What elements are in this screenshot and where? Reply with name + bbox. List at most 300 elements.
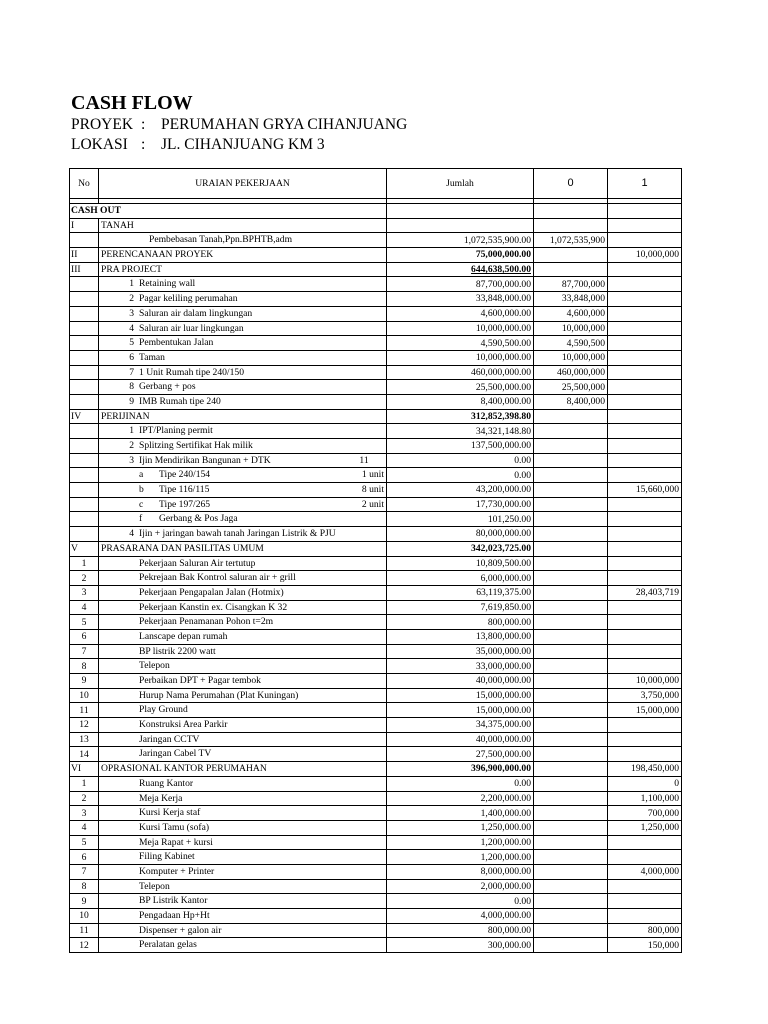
row-sub-letter: a — [139, 469, 144, 481]
row-no: 3 — [70, 585, 99, 600]
header-no: No — [70, 169, 99, 199]
row-period-1: 1,100,000 — [608, 791, 682, 806]
row-sub-letter: f — [139, 513, 143, 525]
row-jumlah: 27,500,000.00 — [387, 747, 534, 762]
row-jumlah: 80,000,000.00 — [387, 527, 534, 542]
meta-sep: : — [141, 136, 146, 153]
row-no — [70, 483, 99, 498]
row-description — [99, 218, 387, 233]
row-description-text: Filing Kabinet — [139, 851, 195, 863]
row-item-number: 7 — [129, 366, 134, 378]
row-quantity: 1 unit — [361, 469, 384, 481]
row-description-text: Gerbang & Pos Jaga — [159, 513, 238, 525]
row-description-text: Tipe 240/154 — [159, 469, 211, 481]
row-item-number: 3 — [129, 454, 134, 466]
row-no — [70, 292, 99, 307]
row-description-text: Kursi Kerja staf — [139, 807, 201, 819]
table-row — [70, 453, 682, 468]
section-row — [70, 409, 682, 424]
row-no — [70, 424, 99, 439]
row-description — [99, 409, 387, 424]
row-no: 6 — [70, 850, 99, 865]
row-period-1 — [608, 909, 682, 924]
row-description — [99, 629, 387, 644]
row-no: 7 — [70, 644, 99, 659]
row-description-text: Pagar keliling perumahan — [139, 293, 238, 305]
row-description — [99, 747, 387, 762]
row-jumlah: 10,000,000.00 — [387, 350, 534, 365]
header-uraian: URAIAN PEKERJAAN — [99, 169, 387, 199]
row-jumlah: 342,023,725.00 — [387, 541, 534, 556]
row-period-1 — [608, 600, 682, 615]
row-no: 1 — [70, 556, 99, 571]
row-jumlah: 33,848,000.00 — [387, 292, 534, 307]
row-period-0: 25,500,000 — [534, 380, 608, 395]
row-description — [99, 350, 387, 365]
row-period-0: 8,400,000 — [534, 394, 608, 409]
row-jumlah: 312,852,398.80 — [387, 409, 534, 424]
table-row — [70, 497, 682, 512]
row-jumlah: 13,800,000.00 — [387, 629, 534, 644]
table-row — [70, 864, 682, 879]
row-description-text: IMB Rumah tipe 240 — [139, 395, 221, 407]
table-row — [70, 321, 682, 336]
meta-value: JL. CIHANJUANG KM 3 — [161, 136, 325, 153]
document-title: CASH FLOW — [71, 92, 193, 114]
row-description — [99, 483, 387, 498]
row-description — [99, 806, 387, 821]
row-no — [70, 497, 99, 512]
row-description-text: Pembebasan Tanah,Ppn.BPHTB,adm — [149, 234, 293, 246]
row-description — [99, 674, 387, 689]
row-description — [99, 527, 387, 542]
row-no: 10 — [70, 688, 99, 703]
row-period-0 — [534, 879, 608, 894]
row-item-number: 1 — [129, 425, 134, 437]
row-description — [99, 453, 387, 468]
row-jumlah — [387, 218, 534, 233]
row-no: 2 — [70, 791, 99, 806]
row-jumlah: 0.00 — [387, 468, 534, 483]
table-row — [70, 233, 682, 248]
table-row — [70, 850, 682, 865]
table-row — [70, 483, 682, 498]
row-period-0 — [534, 483, 608, 498]
row-period-0 — [534, 571, 608, 586]
table-row — [70, 791, 682, 806]
row-description — [99, 497, 387, 512]
table-row — [70, 879, 682, 894]
table-row — [70, 292, 682, 307]
row-description-text: Pekrejaan Bak Kontrol saluran air + grill — [139, 572, 296, 584]
row-description-text: Hurup Nama Perumahan (Plat Kuningan) — [139, 689, 299, 701]
row-description — [99, 306, 387, 321]
row-description-text: PRA PROJECT — [101, 263, 163, 275]
row-description-text: PERIJINAN — [101, 410, 150, 422]
row-item-number: 2 — [129, 293, 134, 305]
row-no: 7 — [70, 864, 99, 879]
row-jumlah: 460,000,000.00 — [387, 365, 534, 380]
row-description — [99, 835, 387, 850]
row-no: 5 — [70, 615, 99, 630]
row-period-1 — [608, 541, 682, 556]
row-description-text: Pekerjaan Saluran Air tertutup — [139, 557, 256, 569]
table-row — [70, 424, 682, 439]
row-period-0 — [534, 894, 608, 909]
header-period-0: 0 — [534, 169, 608, 199]
row-period-0 — [534, 409, 608, 424]
row-jumlah: 1,400,000.00 — [387, 806, 534, 821]
row-jumlah: 7,619,850.00 — [387, 600, 534, 615]
row-no: V — [70, 541, 99, 556]
row-description-text: Meja Kerja — [139, 792, 183, 804]
row-period-0 — [534, 453, 608, 468]
row-description-text: Ruang Kantor — [139, 777, 194, 789]
table-row — [70, 600, 682, 615]
row-period-1 — [608, 497, 682, 512]
row-jumlah: 15,000,000.00 — [387, 688, 534, 703]
row-description-text: Play Ground — [139, 704, 188, 716]
row-period-1 — [608, 527, 682, 542]
row-description — [99, 879, 387, 894]
meta-value: PERUMAHAN GRYA CIHANJUANG — [161, 116, 408, 133]
row-period-1 — [608, 365, 682, 380]
row-period-1: 10,000,000 — [608, 248, 682, 263]
row-no — [70, 336, 99, 351]
row-period-1 — [608, 850, 682, 865]
row-description-text: Tipe 116/115 — [159, 484, 210, 496]
row-period-0 — [534, 659, 608, 674]
row-description-text: Pengadaan Hp+Ht — [139, 910, 210, 921]
row-description — [99, 321, 387, 336]
row-period-0 — [534, 512, 608, 527]
row-description — [99, 718, 387, 733]
row-period-0 — [534, 938, 608, 953]
row-description — [99, 571, 387, 586]
row-no: 8 — [70, 879, 99, 894]
row-period-1: 28,403,719 — [608, 585, 682, 600]
row-jumlah: 800,000.00 — [387, 615, 534, 630]
row-period-1 — [608, 732, 682, 747]
row-jumlah: 8,000,000.00 — [387, 864, 534, 879]
row-description-text: Pekerjaan Kanstin ex. Cisangkan K 32 — [139, 601, 288, 613]
row-description — [99, 541, 387, 556]
table-row — [70, 394, 682, 409]
row-jumlah: 137,500,000.00 — [387, 439, 534, 454]
row-description-text: Gerbang + pos — [139, 381, 196, 393]
row-period-0 — [534, 820, 608, 835]
table-row — [70, 659, 682, 674]
row-period-1 — [608, 556, 682, 571]
row-no — [70, 321, 99, 336]
row-jumlah: 8,400,000.00 — [387, 394, 534, 409]
row-no: 13 — [70, 732, 99, 747]
row-description-text: Dispenser + galon air — [139, 924, 222, 936]
row-jumlah: 17,730,000.00 — [387, 497, 534, 512]
row-jumlah: 4,590,500.00 — [387, 336, 534, 351]
row-period-1 — [608, 336, 682, 351]
row-no: 4 — [70, 820, 99, 835]
table-row — [70, 468, 682, 483]
row-description-text: Jaringan Cabel TV — [139, 748, 212, 760]
table-row — [70, 909, 682, 924]
row-no — [70, 394, 99, 409]
row-period-1 — [608, 747, 682, 762]
table-row — [70, 277, 682, 292]
row-period-1 — [608, 718, 682, 733]
row-jumlah: 4,600,000.00 — [387, 306, 534, 321]
row-jumlah: 2,200,000.00 — [387, 791, 534, 806]
row-no: III — [70, 262, 99, 277]
row-period-0: 33,848,000 — [534, 292, 608, 307]
row-description — [99, 262, 387, 277]
meta-label: PROYEK — [71, 116, 134, 133]
row-no: 6 — [70, 629, 99, 644]
table-row — [70, 747, 682, 762]
row-period-1 — [608, 292, 682, 307]
row-period-0 — [534, 776, 608, 791]
row-sub-letter: b — [139, 484, 144, 496]
row-quantity: 2 unit — [361, 498, 384, 510]
table-row — [70, 718, 682, 733]
row-quantity: 11 — [359, 454, 369, 466]
table-row — [70, 615, 682, 630]
row-description-text: IPT/Planing permit — [139, 425, 213, 437]
row-description-text: Peralatan gelas — [139, 939, 197, 951]
row-no: II — [70, 248, 99, 263]
row-period-1 — [608, 439, 682, 454]
row-no: VI — [70, 762, 99, 777]
section-row — [70, 248, 682, 263]
row-jumlah: 34,321,148.80 — [387, 424, 534, 439]
row-description-text: Meja Rapat + kursi — [139, 836, 213, 848]
row-jumlah: 10,809,500.00 — [387, 556, 534, 571]
row-description — [99, 659, 387, 674]
row-jumlah: 35,000,000.00 — [387, 644, 534, 659]
row-description-text: 1 Unit Rumah tipe 240/150 — [139, 366, 244, 378]
row-description — [99, 644, 387, 659]
row-period-1: 15,000,000 — [608, 703, 682, 718]
row-period-0 — [534, 835, 608, 850]
row-description — [99, 688, 387, 703]
row-jumlah: 63,119,375.00 — [387, 585, 534, 600]
row-description — [99, 424, 387, 439]
row-period-1 — [608, 306, 682, 321]
row-item-number: 1 — [129, 278, 134, 290]
row-no — [70, 233, 99, 248]
section-row — [70, 541, 682, 556]
row-item-number: 2 — [129, 440, 134, 451]
row-description-text: TANAH — [101, 219, 134, 231]
row-period-1 — [608, 394, 682, 409]
table-row — [70, 306, 682, 321]
row-period-1: 150,000 — [608, 938, 682, 953]
row-period-1 — [608, 453, 682, 468]
row-description — [99, 468, 387, 483]
table-row — [70, 527, 682, 542]
row-jumlah: 6,000,000.00 — [387, 571, 534, 586]
row-no: 12 — [70, 718, 99, 733]
row-period-1 — [608, 262, 682, 277]
row-jumlah: 0.00 — [387, 894, 534, 909]
row-period-1 — [608, 468, 682, 483]
table-row — [70, 556, 682, 571]
table-row — [70, 820, 682, 835]
row-period-1: 700,000 — [608, 806, 682, 821]
row-jumlah: 4,000,000.00 — [387, 909, 534, 924]
row-jumlah: 396,900,000.00 — [387, 762, 534, 777]
row-description-text: Tipe 197/265 — [159, 498, 211, 510]
row-description — [99, 277, 387, 292]
table-row — [70, 894, 682, 909]
row-period-0: 4,590,500 — [534, 336, 608, 351]
row-description-text: Retaining wall — [139, 278, 196, 290]
row-period-0 — [534, 747, 608, 762]
row-no: 3 — [70, 806, 99, 821]
row-period-1: 800,000 — [608, 923, 682, 938]
row-description — [99, 336, 387, 351]
row-description — [99, 439, 387, 454]
row-no: 9 — [70, 674, 99, 689]
table-row — [70, 336, 682, 351]
row-period-1 — [608, 644, 682, 659]
row-description — [99, 703, 387, 718]
row-description — [99, 776, 387, 791]
row-description — [99, 556, 387, 571]
meta-label: LOKASI — [71, 136, 128, 153]
row-jumlah: 87,700,000.00 — [387, 277, 534, 292]
row-description — [99, 615, 387, 630]
row-period-1 — [608, 659, 682, 674]
table-row — [70, 688, 682, 703]
row-period-1: 1,250,000 — [608, 820, 682, 835]
row-no — [70, 306, 99, 321]
row-no: 11 — [70, 703, 99, 718]
row-item-number: 4 — [129, 322, 134, 334]
table-row — [70, 380, 682, 395]
row-period-0 — [534, 629, 608, 644]
row-description-text: Pekerjaan Pengapalan Jalan (Hotmix) — [139, 586, 284, 598]
row-description — [99, 923, 387, 938]
row-period-1 — [608, 424, 682, 439]
table-row — [70, 674, 682, 689]
row-period-0 — [534, 218, 608, 233]
table-header-row — [70, 169, 682, 199]
row-period-0 — [534, 850, 608, 865]
row-period-0 — [534, 556, 608, 571]
row-no: 11 — [70, 923, 99, 938]
row-no — [70, 468, 99, 483]
section-row — [70, 762, 682, 777]
row-description-text: OPRASIONAL KANTOR PERUMAHAN — [101, 763, 267, 775]
row-description-text: Telepon — [139, 660, 170, 672]
row-description — [99, 762, 387, 777]
row-period-1 — [608, 218, 682, 233]
table-row — [70, 923, 682, 938]
row-jumlah: 0.00 — [387, 776, 534, 791]
row-period-0 — [534, 909, 608, 924]
row-period-0 — [534, 262, 608, 277]
row-description — [99, 732, 387, 747]
row-description-text: Jaringan CCTV — [139, 733, 200, 745]
row-period-0 — [534, 688, 608, 703]
row-description-text: Splitzing Sertifikat Hak milik — [139, 440, 253, 451]
row-period-0 — [534, 791, 608, 806]
table-row — [70, 585, 682, 600]
row-period-1 — [608, 277, 682, 292]
row-description-text: Pekerjaan Penamanan Pohon t=2m — [139, 616, 274, 628]
row-jumlah: 644,638,500.00 — [387, 262, 534, 277]
row-period-0 — [534, 615, 608, 630]
row-no — [70, 453, 99, 468]
row-description-text: Saluran air luar lingkungan — [139, 322, 244, 334]
row-description — [99, 938, 387, 953]
row-period-1 — [608, 615, 682, 630]
row-period-1 — [608, 629, 682, 644]
row-description — [99, 233, 387, 248]
row-no — [70, 512, 99, 527]
row-period-1: 4,000,000 — [608, 864, 682, 879]
cash-out-label: CASH OUT — [70, 204, 387, 219]
row-jumlah: 33,000,000.00 — [387, 659, 534, 674]
row-jumlah: 1,072,535,900.00 — [387, 233, 534, 248]
row-description-text: Kursi Tamu (sofa) — [139, 821, 210, 833]
table-row — [70, 571, 682, 586]
row-description — [99, 394, 387, 409]
row-period-0 — [534, 644, 608, 659]
section-row — [70, 262, 682, 277]
row-item-number: 8 — [129, 381, 134, 393]
row-no: 1 — [70, 776, 99, 791]
table-row — [70, 365, 682, 380]
row-description — [99, 585, 387, 600]
row-description-text: Lanscape depan rumah — [139, 630, 228, 642]
table-row — [70, 806, 682, 821]
row-period-0 — [534, 585, 608, 600]
row-period-0 — [534, 864, 608, 879]
section-row — [70, 218, 682, 233]
table-row — [70, 629, 682, 644]
row-period-0 — [534, 718, 608, 733]
table-row — [70, 644, 682, 659]
row-period-0 — [534, 600, 608, 615]
row-description-text: Konstruksi Area Parkir — [139, 719, 228, 731]
row-description — [99, 850, 387, 865]
row-jumlah: 101,250.00 — [387, 512, 534, 527]
row-item-number: 5 — [129, 337, 134, 349]
row-jumlah: 34,375,000.00 — [387, 718, 534, 733]
row-description — [99, 512, 387, 527]
row-description — [99, 248, 387, 263]
row-period-0 — [534, 732, 608, 747]
row-period-1 — [608, 233, 682, 248]
row-sub-letter: c — [139, 498, 144, 510]
cash-flow-table — [69, 168, 682, 953]
row-description — [99, 909, 387, 924]
row-jumlah: 1,200,000.00 — [387, 850, 534, 865]
row-description-text: Ijin + jaringan bawah tanah Jaringan Listrik & PJU — [139, 528, 336, 540]
row-no — [70, 527, 99, 542]
row-no: 2 — [70, 571, 99, 586]
row-description-text: BP listrik 2200 watt — [139, 645, 216, 657]
meta-sep: : — [141, 116, 146, 133]
row-no: 14 — [70, 747, 99, 762]
row-period-1 — [608, 571, 682, 586]
row-item-number: 3 — [129, 307, 134, 319]
row-jumlah: 0.00 — [387, 453, 534, 468]
row-period-0 — [534, 541, 608, 556]
row-period-1 — [608, 350, 682, 365]
